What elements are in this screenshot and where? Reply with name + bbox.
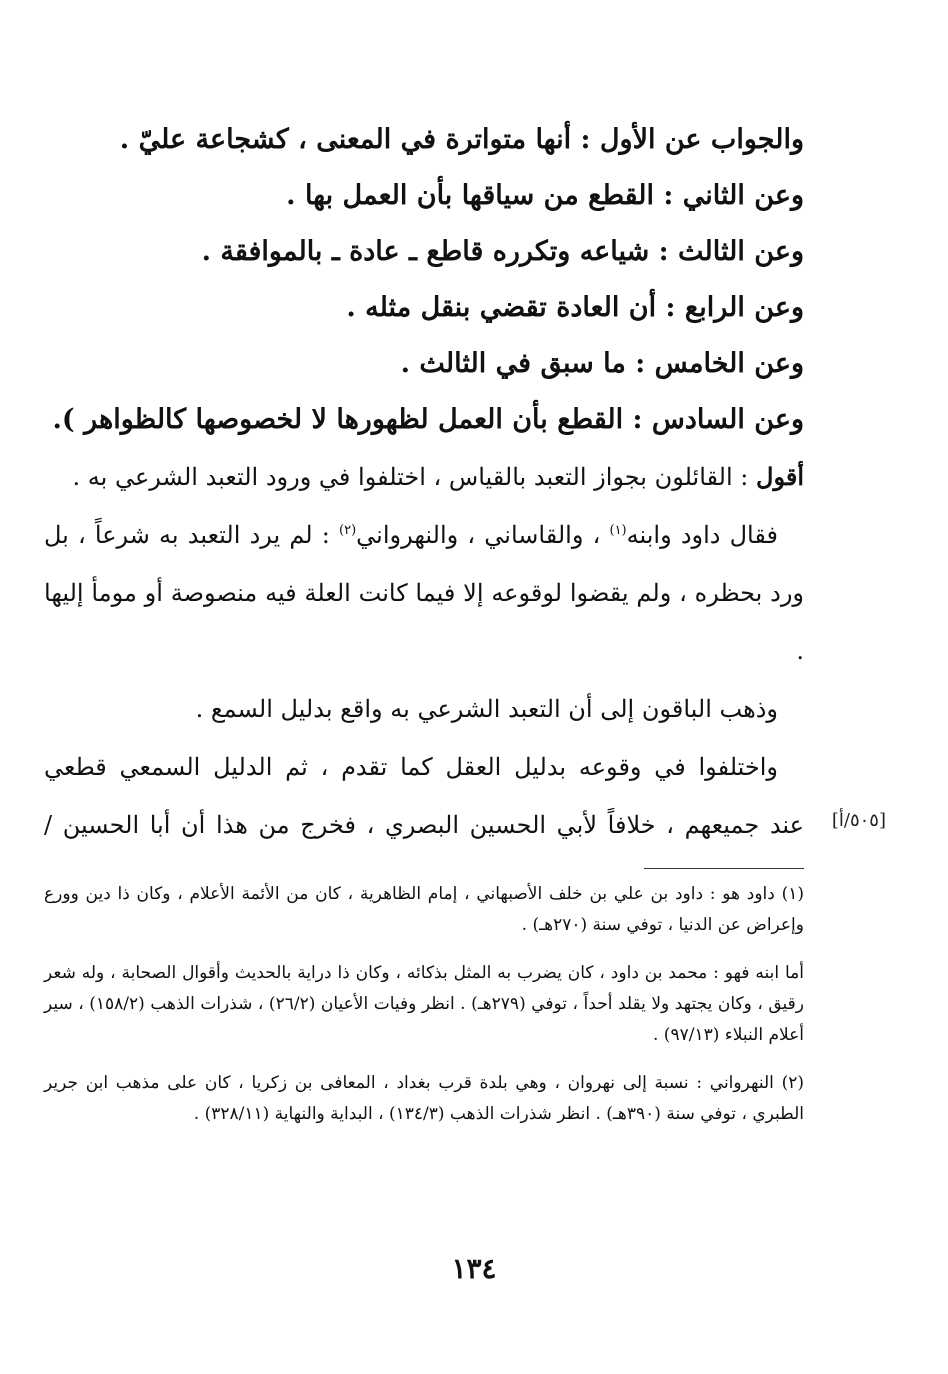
continued-line-wrap <box>44 796 886 854</box>
answer-line-5: وعن الخامس : ما سبق في الثالث . <box>400 348 804 379</box>
margin-folio-marker: [٥٠٥/أ] <box>831 810 886 831</box>
footnote-1-continued: أما ابنه فهو : محمد بن داود ، كان يضرب به المثل بذكائه ، وكان ذا دراية بالحديث وأقوال الصحابة ، وله شعر رقيق ، وكان يجتهد ولا يقلد أحداً ، توفي (٢٧٩هـ) . انظر وفيات الأعيان (٢٦/٢) ، شذرات الذهب (١٥٨/٢) ، سير أعلام النبلاء (٩٧/١٣) . <box>44 963 804 1045</box>
footnote-separator <box>644 868 804 869</box>
aqul-text: : القائلون بجواز التعبد بالقياس ، اختلفوا في ورود التعبد الشرعي به . <box>72 463 757 491</box>
dawud-text-b: ، والقاساني ، والنهرواني <box>356 521 610 549</box>
paragraph-ikhtalafu: واختلفوا في وقوعه بدليل العقل كما تقدم ، ثم الدليل السمعي قطعي <box>44 753 778 781</box>
aqul-lead: أقول <box>756 462 804 491</box>
footnote-ref-2[interactable]: (٢) <box>339 523 357 538</box>
footnotes <box>44 879 804 1130</box>
paragraph-aqul <box>44 448 804 506</box>
paragraph-dawud <box>44 506 804 680</box>
page-body <box>44 112 886 1136</box>
footnote-ref-1[interactable]: (١) <box>609 523 627 538</box>
answer-line-3: وعن الثالث : شياعه وتكرره قاطع ـ عادة ـ بالموافقة . <box>201 236 804 267</box>
answer-line-4: وعن الرابع : أن العادة تقضي بنقل مثله . <box>346 292 804 323</box>
answer-line-2: وعن الثاني : القطع من سياقها بأن العمل بها . <box>286 180 804 211</box>
paragraph-continued: عند جميعهم ، خلافاً لأبي الحسين البصري ، فخرج من هذا أن أبا الحسين / <box>44 811 804 839</box>
footnote-2: (٢) النهرواني : نسبة إلى نهروان ، وهي بلدة قرب بغداد ، المعافى بن زكريا ، كان على مذهب ابن جرير الطبري ، توفي سنة (٣٩٠هـ) . انظر شذرات الذهب (١٣٤/٣) ، البداية والنهاية (٣٢٨/١١) . <box>44 1073 804 1124</box>
footnote-1: (١) داود هو : داود بن علي بن خلف الأصبهاني ، إمام الظاهرية ، كان من الأئمة الأعلام ، وكان ذا دين وورع وإعراض عن الدنيا ، توفي سنة (٢٧٠هـ) . <box>44 884 804 935</box>
answer-line-6: وعن السادس : القطع بأن العمل لظهورها لا لخصوصها كالظواهر ). <box>52 404 804 435</box>
answer-line-1: والجواب عن الأول : أنها متواترة في المعنى ، كشجاعة عليّ . <box>119 124 804 155</box>
paragraph-baqun: وذهب الباقون إلى أن التعبد الشرعي به واقع بدليل السمع . <box>195 695 778 723</box>
dawud-text-c: : لم يرد التعبد به شرعاً ، بل ورد بحظره ، ولم يقضوا لوقوعه إلا فيما كانت العلة فيه منصوصة أو مومأ إليها . <box>44 521 804 665</box>
page-number: ١٣٤ <box>451 1252 497 1285</box>
dawud-text-a: فقال داود وابنه <box>626 521 778 549</box>
